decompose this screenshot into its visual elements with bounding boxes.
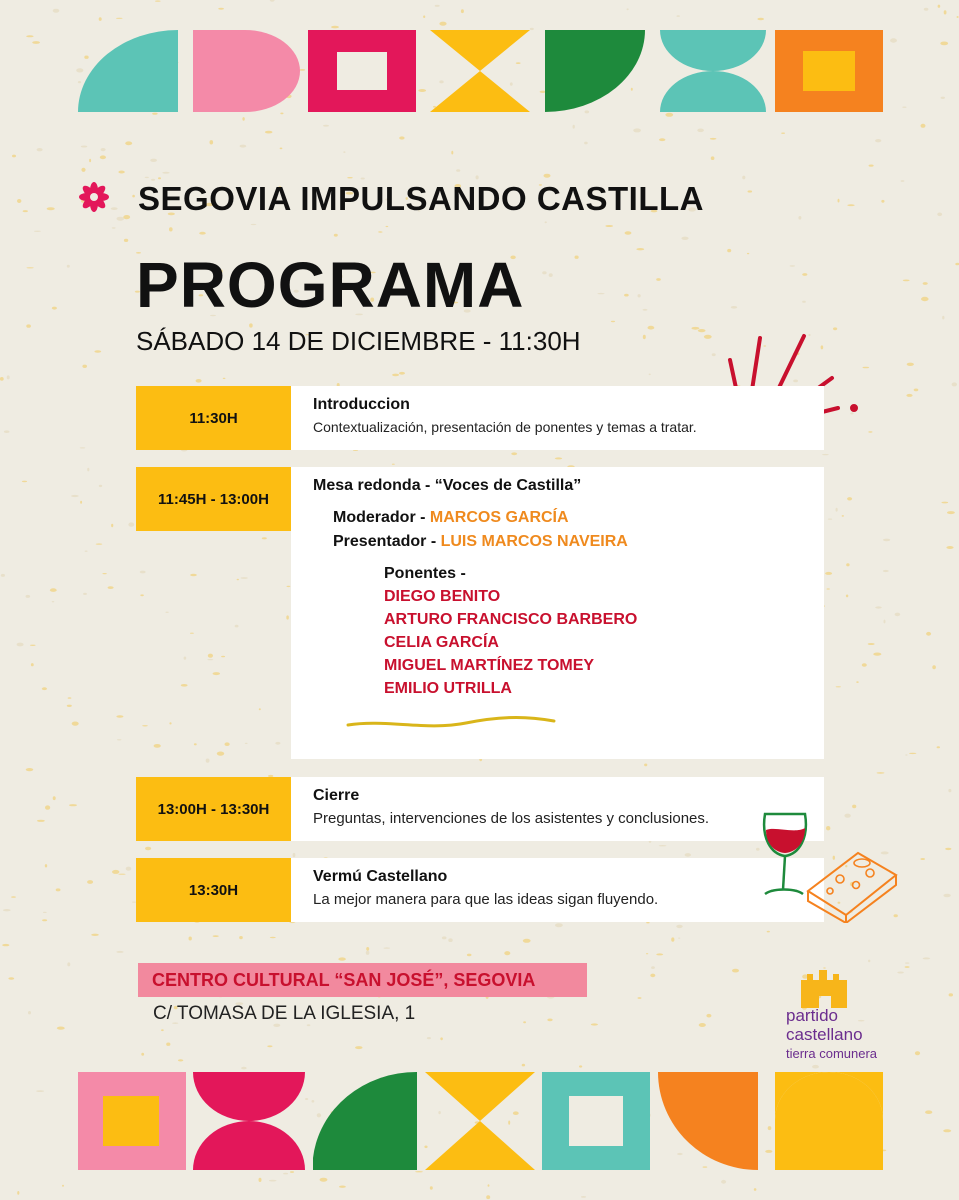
item-card <box>291 467 824 759</box>
speaker-name: ARTURO FRANCISCO BARBERO <box>384 611 638 628</box>
teal-quarter-circle <box>78 30 178 112</box>
time-slot: 11:45H - 13:00H <box>136 467 291 531</box>
green-half-dome <box>313 1072 417 1170</box>
schedule-item-intro <box>136 386 824 450</box>
logo-line-2: castellano <box>786 1025 863 1044</box>
castle-icon <box>797 968 853 1008</box>
yellow-half-dome <box>775 1072 883 1170</box>
item-card <box>291 858 824 922</box>
moderator-line <box>333 509 569 527</box>
yellow-hourglass <box>425 1072 535 1170</box>
presenter-label: Presentador - <box>333 533 441 550</box>
item-heading: Introduccion <box>313 396 410 413</box>
speaker-name: CELIA GARCÍA <box>384 634 499 651</box>
bottom-decorative-shapes <box>0 1070 959 1190</box>
pink-half-circle <box>193 30 300 112</box>
item-heading: Vermú Castellano <box>313 868 448 885</box>
flower-icon <box>78 181 110 213</box>
speakers-label: Ponentes - <box>384 565 466 582</box>
top-decorative-shapes <box>0 18 959 138</box>
item-card <box>291 386 824 450</box>
presenter-line <box>333 533 628 551</box>
venue-address: C/ TOMASA DE LA IGLESIA, 1 <box>153 1003 416 1024</box>
moderator-name: MARCOS GARCÍA <box>429 509 569 526</box>
item-description: Contextualización, presentación de ponentes y temas a tratar. <box>313 419 697 435</box>
item-heading: Mesa redonda - “Voces de Castilla” <box>313 477 582 494</box>
cheese-icon <box>800 845 902 923</box>
venue-name: CENTRO CULTURAL “SAN JOSÉ”, SEGOVIA <box>138 963 587 997</box>
time-slot: 13:00H - 13:30H <box>136 777 291 841</box>
item-description: La mejor manera para que las ideas sigan fluyendo. <box>313 891 659 908</box>
event-subtitle: SEGOVIA IMPULSANDO CASTILLA <box>138 180 704 217</box>
squiggle-underline <box>346 711 556 733</box>
speaker-name: EMILIO UTRILLA <box>384 680 512 697</box>
yellow-hourglass <box>430 30 530 112</box>
page-title: PROGRAMA <box>136 249 525 321</box>
presenter-name: LUIS MARCOS NAVEIRA <box>440 533 628 550</box>
speaker-name: MIGUEL MARTÍNEZ TOMEY <box>384 657 595 674</box>
item-card <box>291 777 824 841</box>
speaker-name: DIEGO BENITO <box>384 588 501 605</box>
item-description: Preguntas, intervenciones de los asistentes y conclusiones. <box>313 810 710 827</box>
event-date: SÁBADO 14 DE DICIEMBRE - 11:30H <box>136 326 581 356</box>
moderator-label: Moderador - <box>333 509 430 526</box>
party-logo <box>783 966 893 1066</box>
schedule-item-closing <box>136 777 824 841</box>
logo-line-1: partido <box>786 1006 838 1025</box>
schedule-item-vermouth <box>136 858 824 922</box>
magenta-hourglass <box>193 1072 305 1170</box>
logo-line-3: tierra comunera <box>786 1046 878 1061</box>
schedule-item-roundtable <box>136 467 824 759</box>
time-slot: 13:30H <box>136 858 291 922</box>
green-quarter-circle <box>545 30 645 112</box>
orange-quarter-circle <box>658 1072 758 1170</box>
item-heading: Cierre <box>313 787 360 804</box>
time-slot: 11:30H <box>136 386 291 450</box>
teal-hourglass <box>660 30 766 112</box>
